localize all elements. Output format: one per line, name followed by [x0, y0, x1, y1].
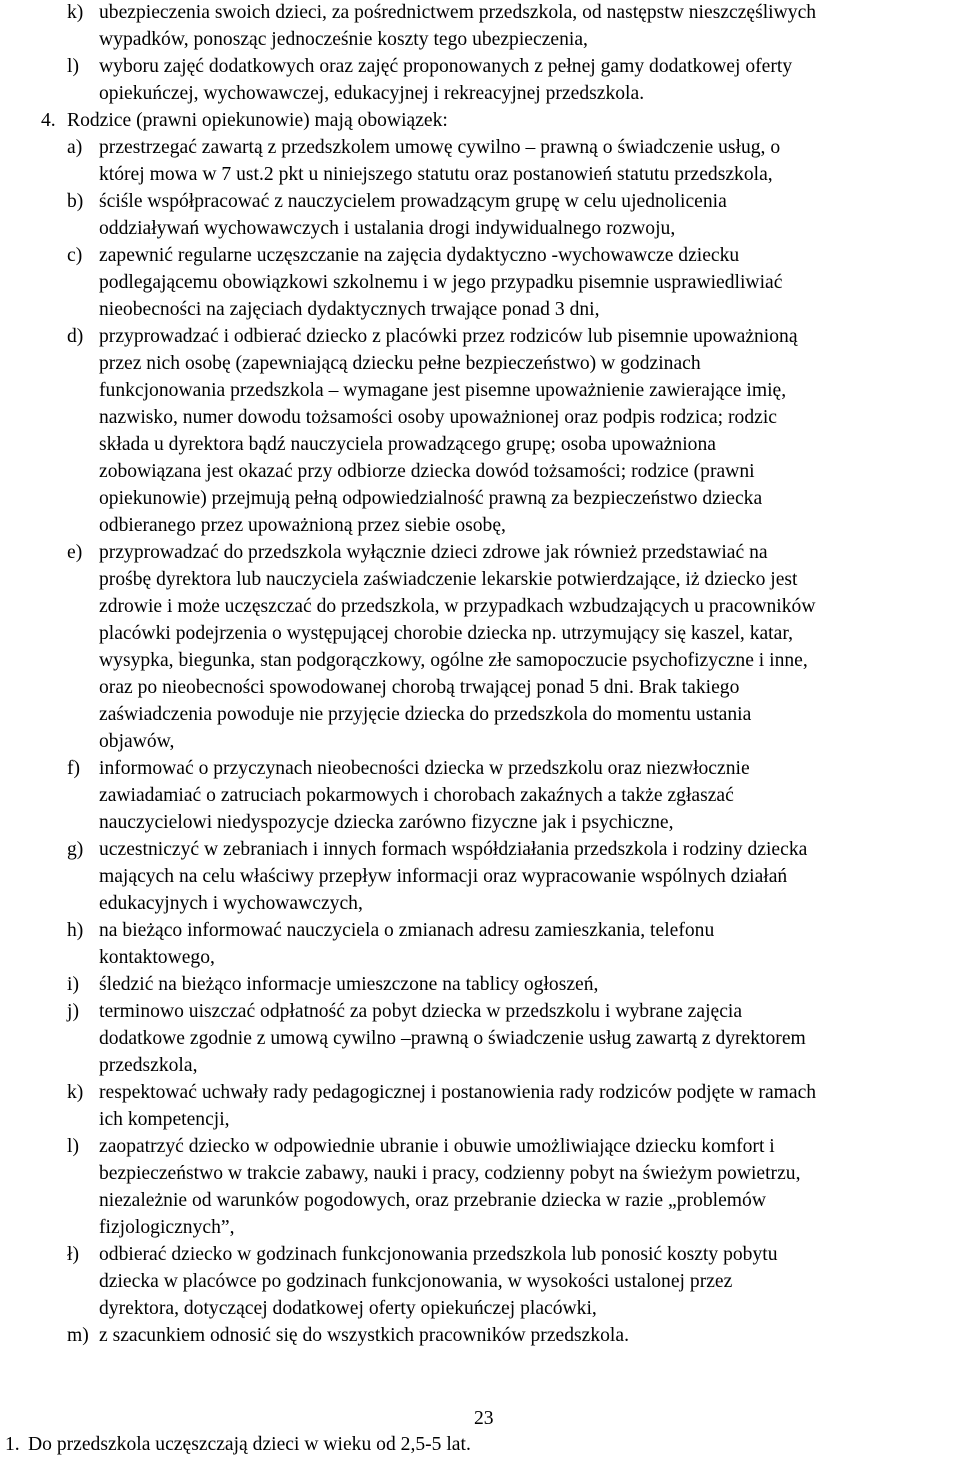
- list-item-line: bezpieczeństwo w trakcie zabawy, nauki i pracy, codzienny pobyt na świeżym powietrzu,: [99, 1163, 801, 1184]
- list-item-line: zaświadczenia powoduje nie przyjęcie dziecka do przedszkola do momentu ustania: [99, 704, 752, 725]
- footnote-label: 1.: [5, 1434, 20, 1455]
- list-item-line: ubezpieczenia swoich dzieci, za pośrednictwem przedszkola, od następstw nieszczęśliwych: [99, 2, 817, 23]
- list-item-line: dodatkowe zgodnie z umową cywilno –prawną o świadczenie usług zawartą z dyrektorem: [99, 1028, 806, 1049]
- list-item: [0, 0, 816, 53]
- list-item: [0, 1133, 800, 1241]
- list-item-label: k): [67, 1082, 84, 1103]
- list-item: [0, 53, 792, 107]
- list-item-line: na bieżąco informować nauczyciela o zmianach adresu zamieszkania, telefonu: [99, 920, 715, 941]
- list-item: [0, 971, 598, 998]
- list-item: [0, 107, 448, 134]
- list-item-line: zdrowie i może uczęszczać do przedszkola, w przypadkach wzbudzających u pracowników: [99, 596, 816, 617]
- list-item-label: d): [67, 326, 84, 347]
- list-item-label: j): [67, 1001, 79, 1022]
- list-item-line: zobowiązana jest okazać przy odbiorze dziecka dowód tożsamości; rodzice (prawni: [99, 461, 755, 482]
- list-item-label: ł): [67, 1244, 79, 1265]
- list-item-line: dyrektora, dotyczącej dodatkowej oferty opiekuńczej placówki,: [99, 1298, 597, 1319]
- list-item-line: z szacunkiem odnosić się do wszystkich pracowników przedszkola.: [99, 1325, 629, 1346]
- list-item-line: mających na celu właściwy przepływ informacji oraz wypracowanie wspólnych działań: [99, 866, 788, 887]
- list-item-line: fizjologicznych”,: [99, 1217, 235, 1238]
- list-item-line: nauczycielowi niedyspozycje dziecka zarówno fizyczne jak i psychiczne,: [99, 812, 674, 833]
- list-item-line: prośbę dyrektora lub nauczyciela zaświadczenie lekarskie potwierdzające, iż dziecko jest: [99, 569, 798, 590]
- list-item-line: opiekunowie) przejmują pełną odpowiedzialność prawną za bezpieczeństwo dziecka: [99, 488, 763, 509]
- list-item-line: przedszkola,: [99, 1055, 198, 1076]
- list-item: [0, 998, 806, 1079]
- list-item-label: h): [67, 920, 84, 941]
- list-item: [0, 755, 750, 836]
- list-item-line: wypadków, ponosząc jednocześnie koszty tego ubezpieczenia,: [99, 29, 588, 50]
- list-item: [0, 1322, 629, 1349]
- list-item-line: ich kompetencji,: [99, 1109, 230, 1130]
- page-number: 23: [474, 1408, 494, 1429]
- list-item-label: g): [67, 839, 84, 860]
- list-item-line: ściśle współpracować z nauczycielem prowadzącym grupę w celu ujednolicenia: [99, 191, 727, 212]
- list-item: [0, 1241, 778, 1322]
- list-item: [0, 323, 798, 539]
- list-item-line: zapewnić regularne uczęszczanie na zajęcia dydaktyczno -wychowawcze dziecku: [99, 245, 740, 266]
- list-item-line: zawiadamiać o zatruciach pokarmowych i chorobach zakaźnych a także zgłaszać: [99, 785, 734, 806]
- list-item-label: e): [67, 542, 83, 563]
- list-item-line: podlegającemu obowiązkowi szkolnemu i w jego przypadku pisemnie usprawiedliwiać: [99, 272, 783, 293]
- list-item-line: przez nich osobę (zapewniającą dziecku pełne bezpieczeństwo) w godzinach: [99, 353, 701, 374]
- list-item: [0, 917, 714, 971]
- list-item-line: przestrzegać zawartą z przedszkolem umowę cywilno – prawną o świadczenie usług, o: [99, 137, 781, 158]
- list-item-line: wyboru zajęć dodatkowych oraz zajęć proponowanych z pełnej gamy dodatkowej oferty: [99, 56, 793, 77]
- list-item: [0, 539, 815, 755]
- list-item-line: kontaktowego,: [99, 947, 215, 968]
- list-item-line: oddziaływań wychowawczych i ustalania drogi indywidualnego rozwoju,: [99, 218, 676, 239]
- list-item: [0, 836, 807, 917]
- list-item-line: Rodzice (prawni opiekunowie) mają obowiązek:: [67, 110, 448, 131]
- list-item-line: informować o przyczynach nieobecności dziecka w przedszkolu oraz niezwłocznie: [99, 758, 750, 779]
- list-item-line: oraz po nieobecności spowodowanej chorobą trwającej ponad 5 dni. Brak takiego: [99, 677, 740, 698]
- list-item-line: zaopatrzyć dziecko w odpowiednie ubranie i obuwie umożliwiające dziecku komfort i: [99, 1136, 775, 1157]
- list-item-line: edukacyjnych i wychowawczych,: [99, 893, 363, 914]
- list-item-line: której mowa w 7 ust.2 pkt u niniejszego statutu oraz postanowień statutu przedszkola,: [99, 164, 773, 185]
- list-item-label: a): [67, 137, 83, 158]
- list-item-line: nazwisko, numer dowodu tożsamości osoby upoważnionej oraz podpis rodzica; rodzic: [99, 407, 777, 428]
- list-item-label: i): [67, 974, 79, 995]
- list-item-line: funkcjonowania przedszkola – wymagane jest pisemne upoważnienie zawierające imię,: [99, 380, 787, 401]
- list-item-line: odbieranego przez upoważnioną przez siebie osobę,: [99, 515, 506, 536]
- list-item-line: nieobecności na zajęciach dydaktycznych trwające ponad 3 dni,: [99, 299, 600, 320]
- list-item-line: przyprowadzać i odbierać dziecko z placówki przez rodziców lub pisemnie upoważnioną: [99, 326, 798, 347]
- list-item: [0, 242, 782, 323]
- list-item-line: respektować uchwały rady pedagogicznej i postanowienia rady rodziców podjęte w ramach: [99, 1082, 817, 1103]
- list-item-line: uczestniczyć w zebraniach i innych formach współdziałania przedszkola i rodziny dziecka: [99, 839, 808, 860]
- list-item-line: przyprowadzać do przedszkola wyłącznie dzieci zdrowe jak również przedstawiać na: [99, 542, 768, 563]
- list-item-label: 4.: [41, 110, 56, 131]
- list-item-label: l): [67, 56, 79, 77]
- list-item-label: b): [67, 191, 84, 212]
- list-item-line: dziecka w placówce po godzinach funkcjonowania, w wysokości ustalonej przez: [99, 1271, 733, 1292]
- list-item-label: l): [67, 1136, 79, 1157]
- list-item-line: wysypka, biegunka, stan podgorączkowy, ogólne złe samopoczucie psychofizyczne i inne,: [99, 650, 808, 671]
- list-item-line: śledzić na bieżąco informacje umieszczone na tablicy ogłoszeń,: [99, 974, 599, 995]
- list-item: [0, 188, 727, 242]
- list-item-label: k): [67, 2, 84, 23]
- list-item-line: terminowo uiszczać odpłatność za pobyt dziecka w przedszkolu i wybrane zajęcia: [99, 1001, 743, 1022]
- list-item: [0, 1079, 816, 1133]
- list-item-line: niezależnie od warunków pogodowych, oraz przebranie dziecka w razie „problemów: [99, 1190, 766, 1211]
- list-item-line: objawów,: [99, 731, 175, 752]
- list-item-label: f): [67, 758, 81, 779]
- footnote-text: Do przedszkola uczęszczają dzieci w wieku od 2,5-5 lat.: [28, 1434, 471, 1455]
- list-item-label: c): [67, 245, 83, 266]
- list-item-line: składa u dyrektora bądź nauczyciela prowadzącego grupę; osoba upoważniona: [99, 434, 716, 455]
- list-item-line: placówki podejrzenia o występującej chorobie dziecka np. utrzymujący się kaszel, katar,: [99, 623, 793, 644]
- list-item-line: odbierać dziecko w godzinach funkcjonowania przedszkola lub ponosić koszty pobytu: [99, 1244, 778, 1265]
- list-item-label: m): [67, 1325, 89, 1346]
- list-item-line: opiekuńczej, wychowawczej, edukacyjnej i rekreacyjnej przedszkola.: [99, 83, 645, 104]
- list-item: [0, 134, 780, 188]
